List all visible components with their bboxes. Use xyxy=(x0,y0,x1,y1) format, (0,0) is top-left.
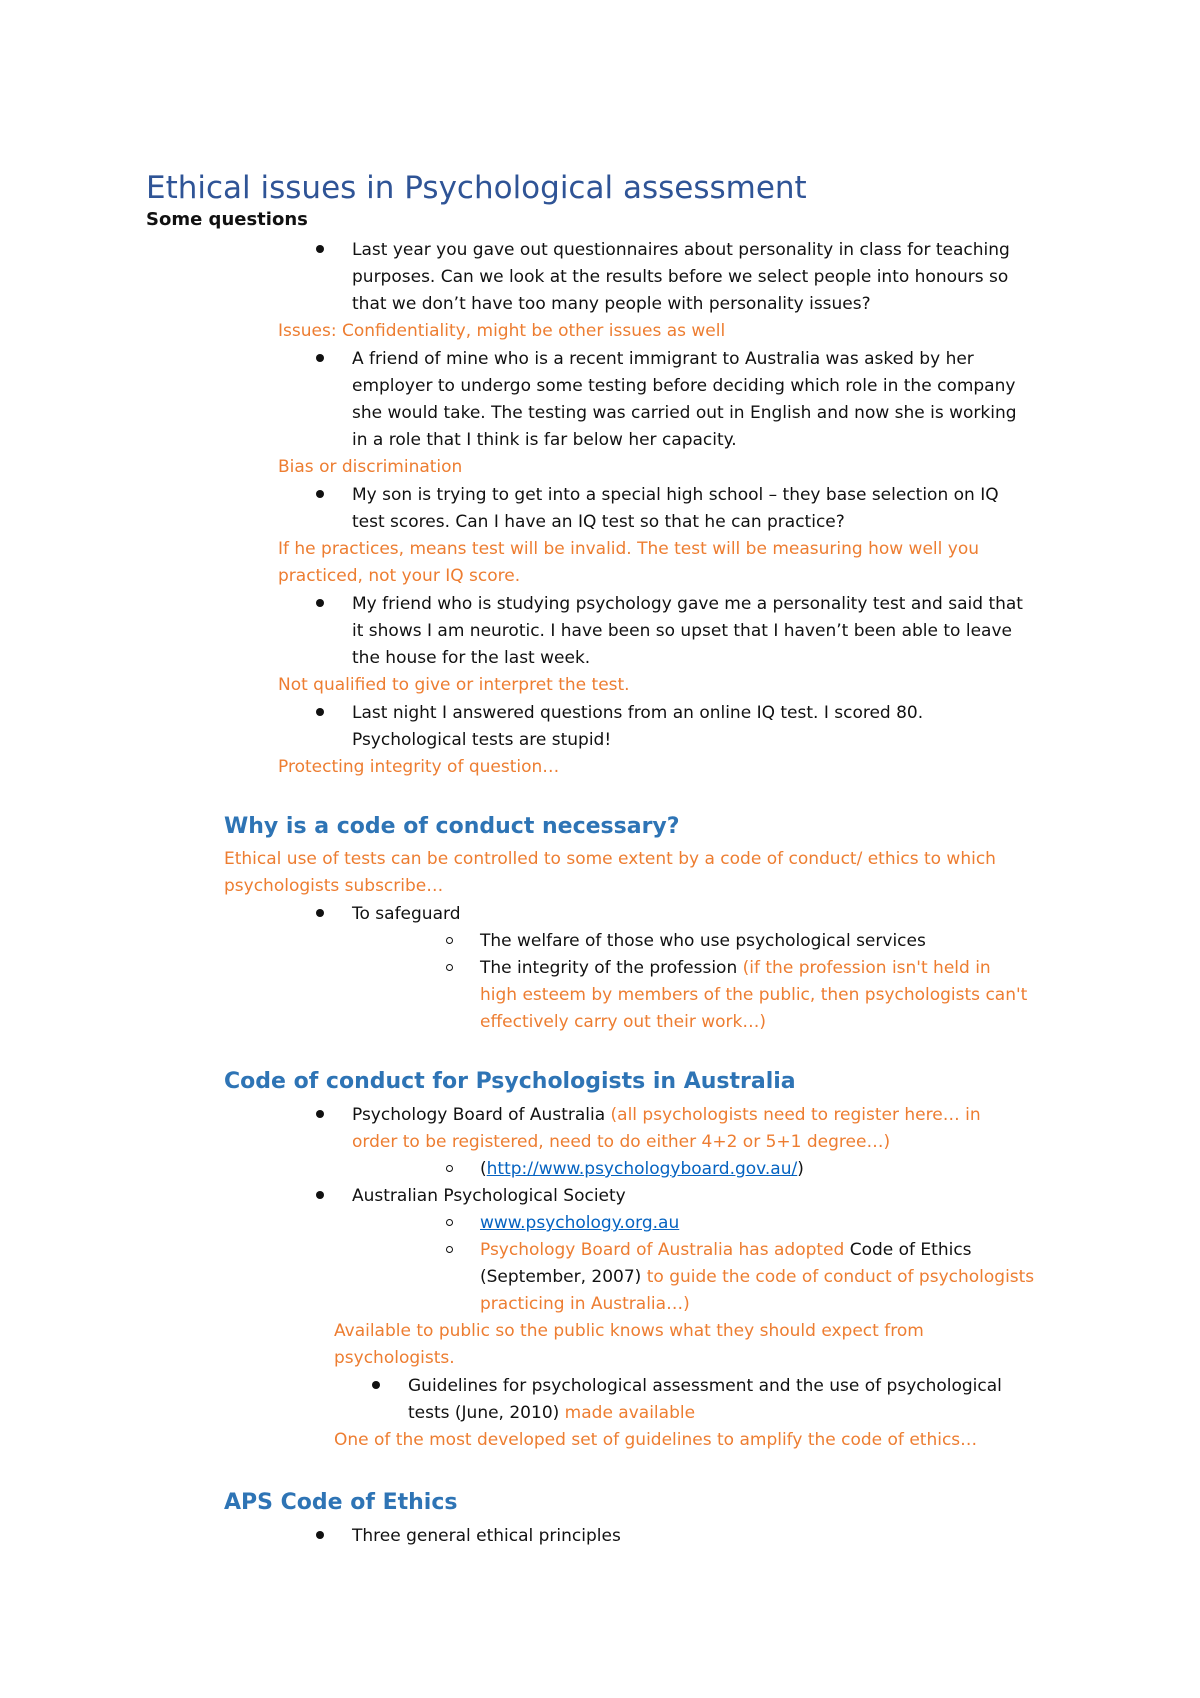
why-sub-2-black: The integrity of the profession xyxy=(480,958,743,978)
pba-link-line xyxy=(480,1156,804,1183)
why-sub-2-line-2: high esteem by members of the public, then psychologists can't xyxy=(480,985,1028,1005)
why-sub-2-line-3: effectively carry out their work…) xyxy=(480,1012,767,1032)
answer-4: Not qualified to give or interpret the test. xyxy=(278,675,630,695)
q2-line-1: A friend of mine who is a recent immigrant to Australia was asked by her xyxy=(352,349,974,369)
why-heading: Why is a code of conduct necessary? xyxy=(224,814,680,839)
public-line-1: Available to public so the public knows what they should expect from xyxy=(334,1321,924,1341)
why-intro-line-2: psychologists subscribe… xyxy=(224,876,444,896)
bullet-icon xyxy=(316,599,324,607)
aps-code-heading: APS Code of Ethics xyxy=(224,1490,458,1515)
pba-line-2: order to be registered, need to do either 4+2 or 5+1 degree…) xyxy=(352,1132,891,1152)
answer-3-line-1: If he practices, means test will be invalid. The test will be measuring how well you xyxy=(278,539,980,559)
circle-bullet-icon xyxy=(446,1246,453,1253)
why-bullet: To safeguard xyxy=(352,904,461,924)
public-line-2: psychologists. xyxy=(334,1348,455,1368)
bullet-icon xyxy=(316,909,324,917)
psychologyboard-link[interactable]: http://www.psychologyboard.gov.au/ xyxy=(486,1159,798,1179)
answer-2: Bias or discrimination xyxy=(278,457,463,477)
answer-3-line-2: practiced, not your IQ score. xyxy=(278,566,521,586)
circle-bullet-icon xyxy=(446,1165,453,1172)
subtitle: Some questions xyxy=(146,209,308,230)
bullet-icon xyxy=(316,1110,324,1118)
psychology-org-link[interactable]: www.psychology.org.au xyxy=(480,1213,680,1233)
pba-black: Psychology Board of Australia xyxy=(352,1105,611,1125)
guide-line-1: Guidelines for psychological assessment and the use of psychological xyxy=(408,1376,1002,1396)
why-sub-1: The welfare of those who use psychological services xyxy=(480,931,926,951)
q5-line-1: Last night I answered questions from an online IQ test. I scored 80. xyxy=(352,703,924,723)
answer-1: Issues: Confidentiality, might be other issues as well xyxy=(278,321,726,341)
answer-5: Protecting integrity of question… xyxy=(278,757,560,777)
bullet-icon xyxy=(316,490,324,498)
adopt-orange-1: Psychology Board of Australia has adopted xyxy=(480,1240,850,1260)
guide-black-2: tests (June, 2010) xyxy=(408,1403,565,1423)
aps-code-bullet: Three general ethical principles xyxy=(352,1526,621,1546)
adopt-orange-2: to guide the code of conduct of psychologists xyxy=(646,1267,1035,1287)
circle-bullet-icon xyxy=(446,964,453,971)
pba-orange: (all psychologists need to register here… in xyxy=(610,1105,981,1125)
link-close-paren: ) xyxy=(797,1159,804,1179)
page-title: Ethical issues in Psychological assessment xyxy=(146,170,807,206)
q1-line-1: Last year you gave out questionnaires about personality in class for teaching xyxy=(352,240,1010,260)
q4-line-3: the house for the last week. xyxy=(352,648,591,668)
guide-line-2 xyxy=(408,1400,695,1427)
q1-line-2: purposes. Can we look at the results before we select people into honours so xyxy=(352,267,1009,287)
adopt-line-1 xyxy=(480,1237,972,1264)
bullet-icon xyxy=(316,245,324,253)
guide-orange: made available xyxy=(564,1403,696,1423)
bullet-icon xyxy=(316,354,324,362)
q4-line-2: it shows I am neurotic. I have been so upset that I haven’t been able to leave xyxy=(352,621,1012,641)
why-sub-2-orange: (if the profession isn't held in xyxy=(742,958,991,978)
q5-line-2: Psychological tests are stupid! xyxy=(352,730,612,750)
why-intro-line-1: Ethical use of tests can be controlled to some extent by a code of conduct/ ethics to which xyxy=(224,849,996,869)
aps-line: Australian Psychological Society xyxy=(352,1186,626,1206)
code-heading: Code of conduct for Psychologists in Australia xyxy=(224,1069,796,1094)
bullet-icon xyxy=(316,708,324,716)
q3-line-1: My son is trying to get into a special high school – they base selection on IQ xyxy=(352,485,999,505)
circle-bullet-icon xyxy=(446,937,453,944)
pba-line-1 xyxy=(352,1102,981,1129)
adopt-line-2 xyxy=(480,1264,1034,1291)
why-sub-2-line-1 xyxy=(480,955,991,982)
circle-bullet-icon xyxy=(446,1219,453,1226)
q2-line-2: employer to undergo some testing before deciding which role in the company xyxy=(352,376,1016,396)
bullet-icon xyxy=(372,1381,380,1389)
amplify-line: One of the most developed set of guidelines to amplify the code of ethics… xyxy=(334,1430,978,1450)
bullet-icon xyxy=(316,1191,324,1199)
aps-link-line xyxy=(480,1210,679,1237)
bullet-icon xyxy=(316,1531,324,1539)
q2-line-4: in a role that I think is far below her capacity. xyxy=(352,430,737,450)
q1-line-3: that we don’t have too many people with personality issues? xyxy=(352,294,871,314)
adopt-line-3: practicing in Australia…) xyxy=(480,1294,690,1314)
adopt-black-1: Code of Ethics xyxy=(849,1240,972,1260)
q4-line-1: My friend who is studying psychology gave me a personality test and said that xyxy=(352,594,1023,614)
q2-line-3: she would take. The testing was carried out in English and now she is working xyxy=(352,403,1017,423)
q3-line-2: test scores. Can I have an IQ test so that he can practice? xyxy=(352,512,845,532)
adopt-black-2: (September, 2007) xyxy=(480,1267,647,1287)
link-open-paren: ( xyxy=(480,1159,487,1179)
